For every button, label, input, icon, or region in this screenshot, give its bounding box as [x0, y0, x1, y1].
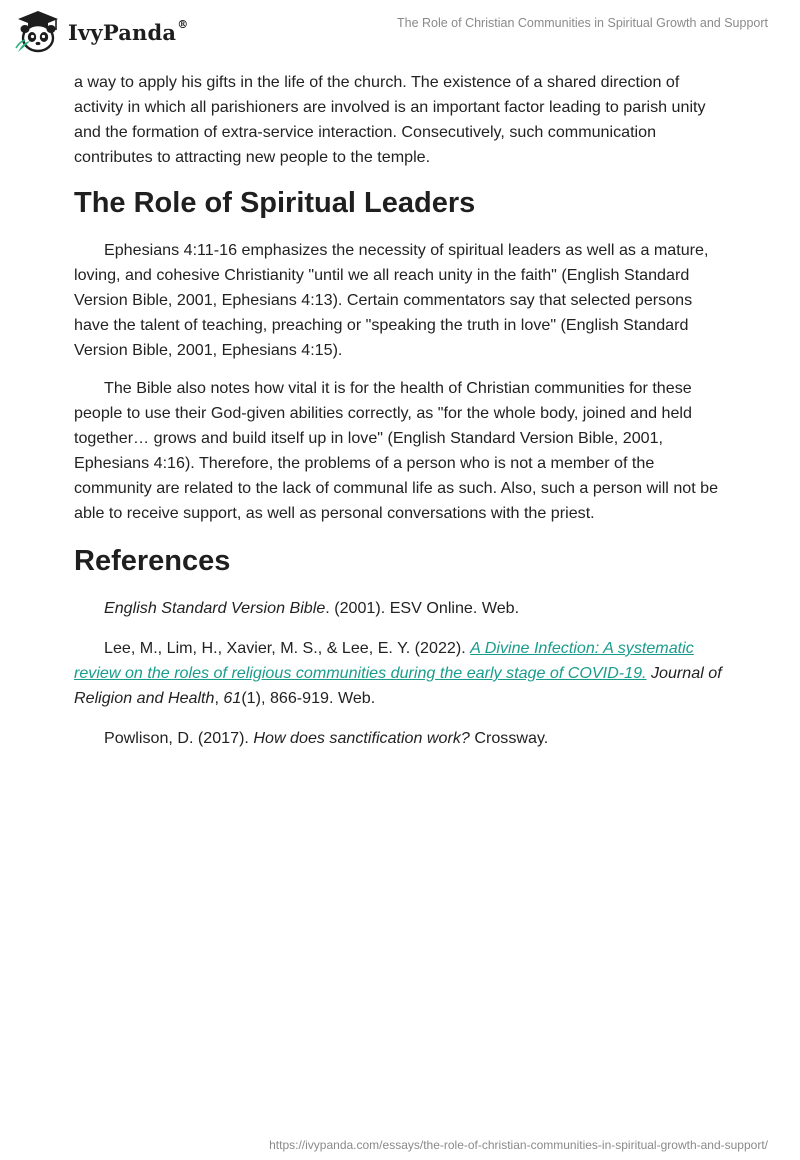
panda-logo-icon [14, 8, 62, 56]
reference-separator: , [214, 689, 224, 707]
intro-paragraph: a way to apply his gifts in the life of the church. The existence of a shared direction of activity in which all parishioners are involved is an important factor leading to parish unity and the formation of extra-service interaction. Consecutively, such communication contributes to attracting new people to the temple. [74, 73, 706, 166]
section-heading-spiritual-leaders: The Role of Spiritual Leaders [74, 187, 476, 219]
reference-details: Crossway. [469, 729, 549, 747]
reference-authors: Powlison, D. (2017). [104, 729, 254, 747]
reference-item [74, 596, 726, 621]
footer-url[interactable]: https://ivypanda.com/essays/the-role-of-christian-communities-in-spiritual-growth-and-support/ [269, 1138, 768, 1152]
reference-item [74, 636, 726, 711]
reference-link[interactable]: A Divine Infection: A systematic review on the roles of religious communities during the early stage of COVID-19. [74, 639, 694, 682]
body-paragraph: Ephesians 4:11-16 emphasizes the necessity of spiritual leaders as well as a mature, loving, and cohesive Christianity "until we all reach unity in the faith" (English Standard Version Bible, 2001, Ephesians 4:13). Certain commentators say that selected persons have the talent of teaching, preaching or "speaking the truth in love" (English Standard Version Bible, 2001, Ephesians 4:15). [74, 241, 709, 359]
reference-details: . (2001). ESV Online. Web. [325, 599, 520, 617]
ivypanda-logo[interactable] [14, 8, 194, 56]
reference-details: (1), 866-919. Web. [241, 689, 376, 707]
reference-volume: 61 [223, 689, 242, 707]
reference-journal: Journal of Religion and Health [74, 664, 722, 707]
logo-wordmark: IvyPanda® [68, 17, 189, 45]
reference-authors: Lee, M., Lim, H., Xavier, M. S., & Lee, E. Y. (2022). [104, 639, 471, 657]
page-header [0, 0, 800, 62]
references-heading: References [74, 545, 231, 577]
reference-title: How does sanctification work? [253, 729, 470, 747]
reference-title: English Standard Version Bible [104, 599, 326, 617]
essay-content [74, 70, 726, 766]
reference-item [74, 726, 726, 751]
body-paragraph: The Bible also notes how vital it is for the health of Christian communities for these people to use their God-given abilities correctly, as "for the whole body, joined and held together… grows and build itself up in love" (English Standard Version Bible, 2001, Ephesians 4:16). Therefore, the problems of a person who is not a member of the community are related to the lack of communal life as such. Also, such a person will not be able to receive support, as well as personal conversations with the priest. [74, 379, 719, 522]
running-title: The Role of Christian Communities in Spiritual Growth and Support [396, 16, 768, 30]
